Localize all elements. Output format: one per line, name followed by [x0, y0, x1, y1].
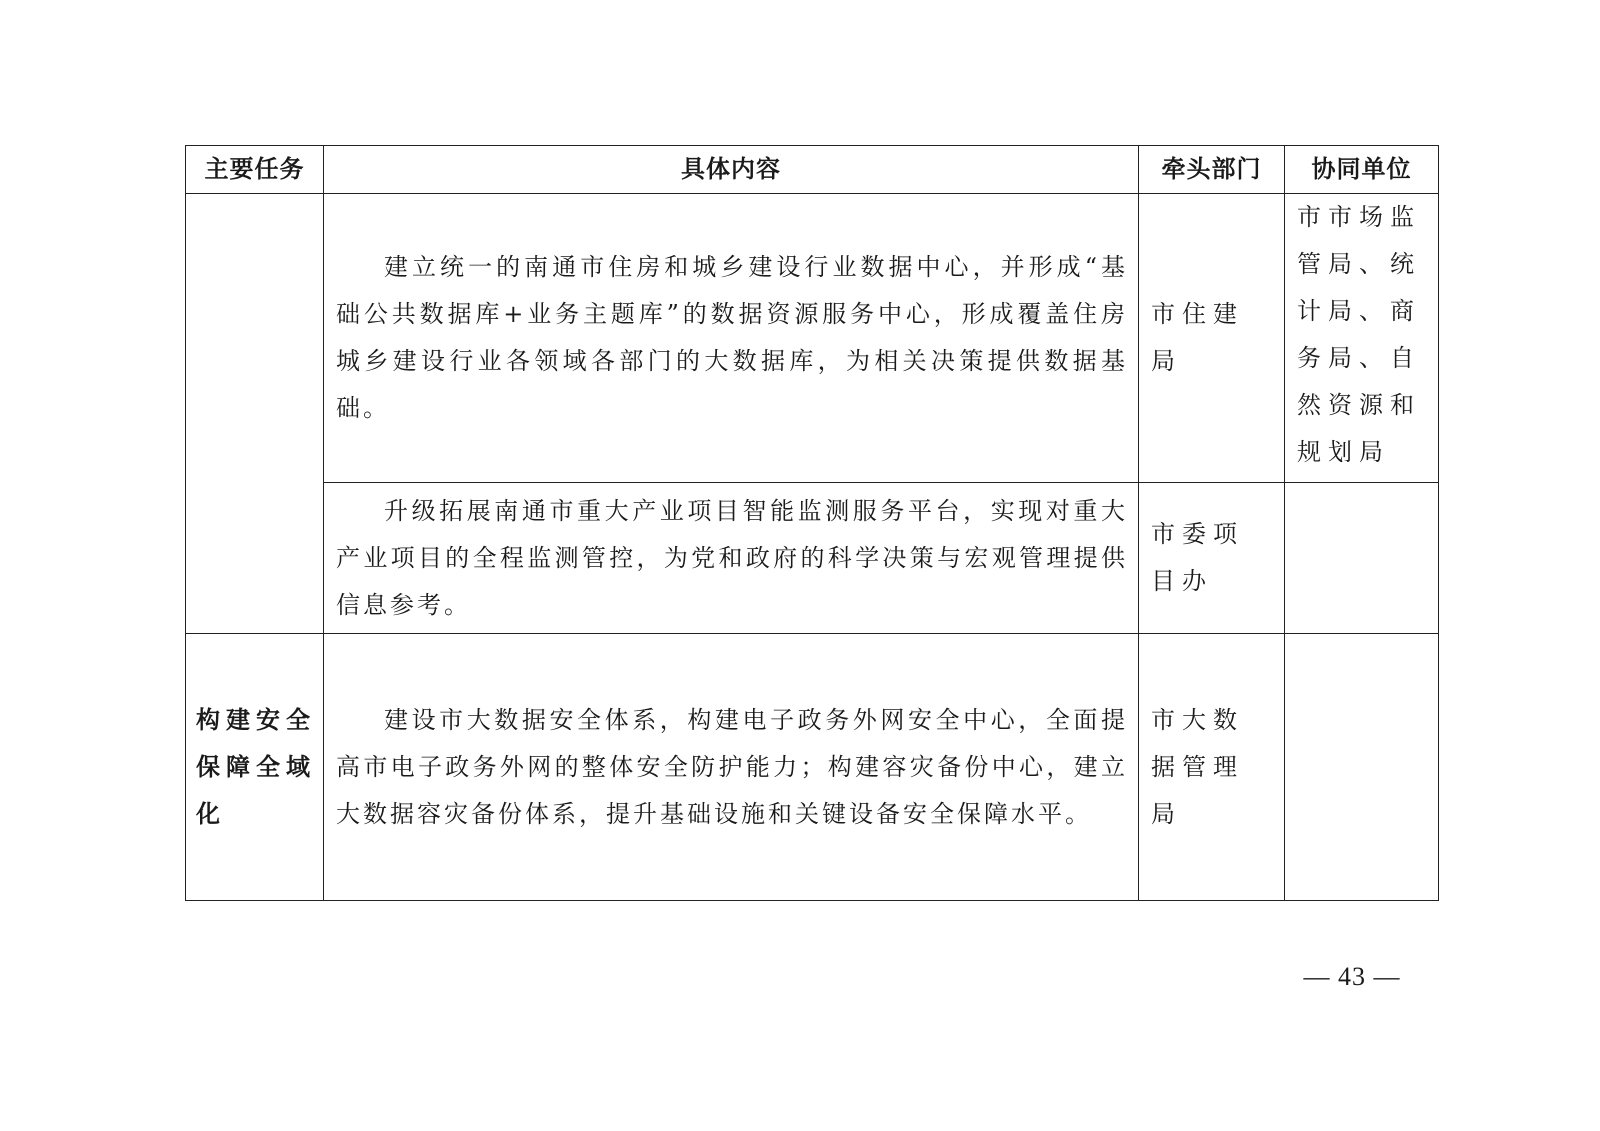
task-cell: 构建安全保障全域化: [186, 634, 324, 901]
page-number: — 43 —: [1303, 962, 1401, 991]
content-text: 建设市大数据安全体系，构建电子政务外网安全中心，全面提高市电子政务外网的整体安全防护能力；构建容灾备份中心，建立大数据容灾备份体系，提升基础设施和关键设备安全保障水平。: [336, 705, 1128, 828]
content-cell: [324, 634, 1139, 901]
task-table: [185, 145, 1439, 901]
content-cell: [324, 194, 1139, 483]
lead-department-cell: 市住建局: [1139, 194, 1285, 483]
header-task: 主要任务: [186, 146, 324, 194]
lead-department-cell: 市大数据管理局: [1139, 634, 1285, 901]
table-row: [186, 483, 1439, 634]
table-row: [186, 634, 1439, 901]
header-lead: 牵头部门: [1139, 146, 1285, 194]
partner-units-cell: [1285, 483, 1439, 634]
table-header-row: [186, 146, 1439, 194]
partner-units-cell: [1285, 634, 1439, 901]
lead-department-cell: 市委项目办: [1139, 483, 1285, 634]
content-cell: [324, 483, 1139, 634]
task-cell: [186, 194, 324, 634]
table-row: [186, 194, 1439, 483]
header-partner: 协同单位: [1285, 146, 1439, 194]
header-content: 具体内容: [324, 146, 1139, 194]
partner-units-cell: 市市场监管局、统计局、商务局、自然资源和规划局: [1285, 194, 1439, 483]
content-text: 升级拓展南通市重大产业项目智能监测服务平台，实现对重大产业项目的全程监测管控，为党和政府的科学决策与宏观管理提供信息参考。: [336, 496, 1128, 619]
content-text: 建立统一的南通市住房和城乡建设行业数据中心，并形成“基础公共数据库+业务主题库”的数据资源服务中心，形成覆盖住房城乡建设行业各领域各部门的大数据库，为相关决策提供数据基础。: [336, 253, 1128, 422]
